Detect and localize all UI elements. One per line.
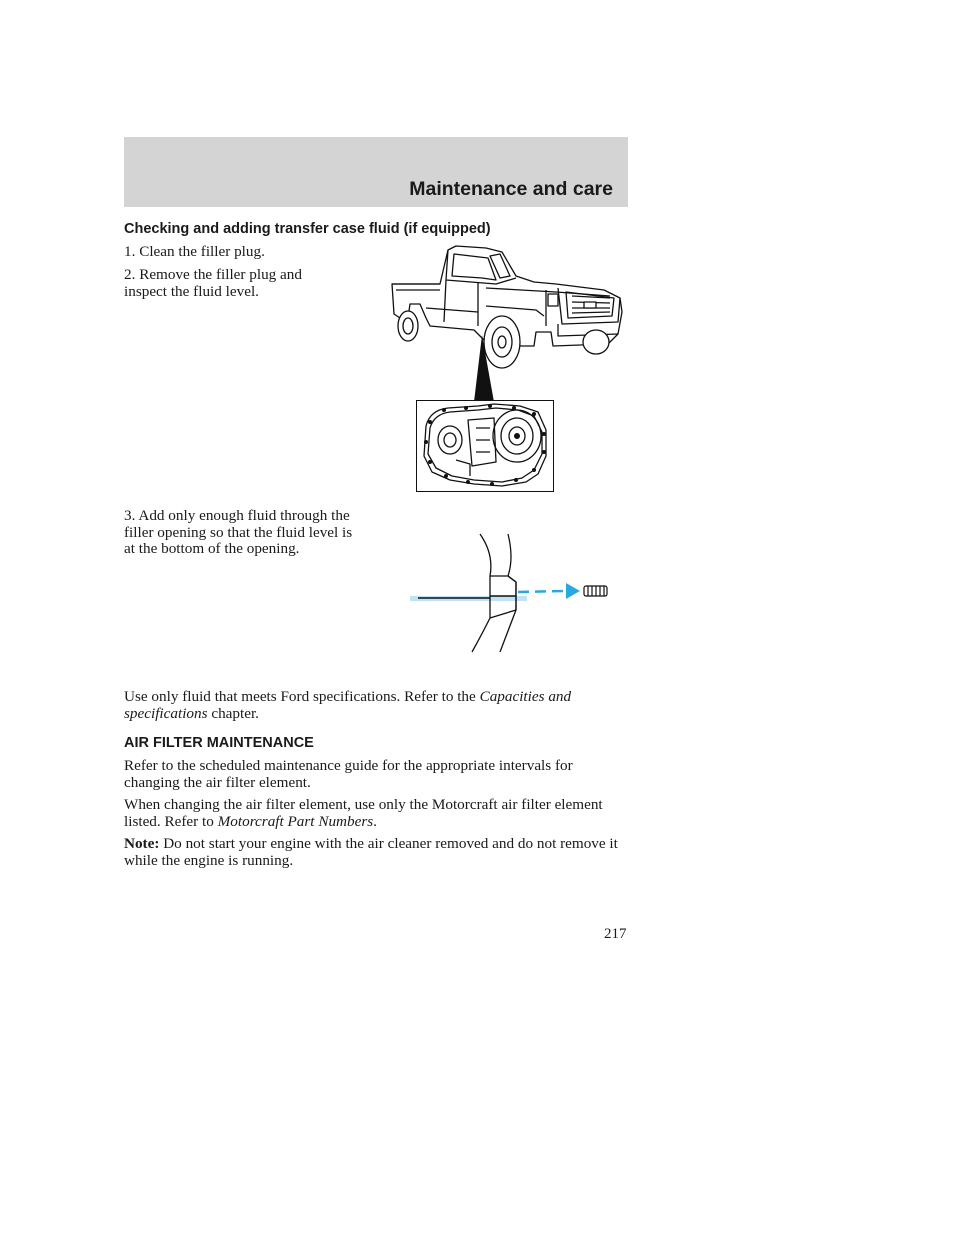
air-filter-note-text: Do not start your engine with the air cleaner removed and do not remove it while the engine is running. — [124, 835, 618, 869]
pointer-wedge — [470, 335, 500, 405]
step-1-text: 1. Clean the filler plug. — [124, 243, 265, 260]
step-2-text: 2. Remove the filler plug and inspect the fluid level. — [124, 266, 302, 300]
section-heading-transfer-case: Checking and adding transfer case fluid (if equipped) — [124, 221, 491, 237]
capacities-chapter-ref: Capacities and specifications — [124, 688, 572, 722]
fluid-level-diagram — [410, 530, 610, 655]
page-number: 217 — [604, 926, 627, 942]
truck-illustration — [386, 246, 626, 371]
step-3-text: 3. Add only enough fluid through the filler opening so that the fluid level is at the bottom of the opening. — [124, 507, 353, 557]
header-band — [124, 137, 628, 207]
fluid-spec-note — [124, 689, 628, 722]
note-label: Note: — [124, 835, 160, 852]
fluid-spec-note-end: chapter. — [207, 704, 259, 722]
air-filter-note — [124, 836, 628, 869]
air-filter-para-1: Refer to the scheduled maintenance guide for the appropriate intervals for changing the air filter element. — [124, 757, 573, 791]
air-filter-para-2 — [124, 797, 620, 830]
air-filter-para-2-end: . — [373, 812, 377, 830]
air-filter-para-2-text: When changing the air filter element, use only the Motorcraft air filter element listed. Refer to — [124, 796, 603, 830]
motorcraft-part-numbers-ref: Motorcraft Part Numbers — [217, 812, 374, 830]
transfer-case-illustration — [416, 400, 554, 492]
page-section-title: Maintenance and care — [409, 178, 613, 200]
section-heading-air-filter: AIR FILTER MAINTENANCE — [124, 735, 314, 751]
fluid-spec-note-text: Use only fluid that meets Ford specifications. Refer to the — [124, 688, 480, 705]
